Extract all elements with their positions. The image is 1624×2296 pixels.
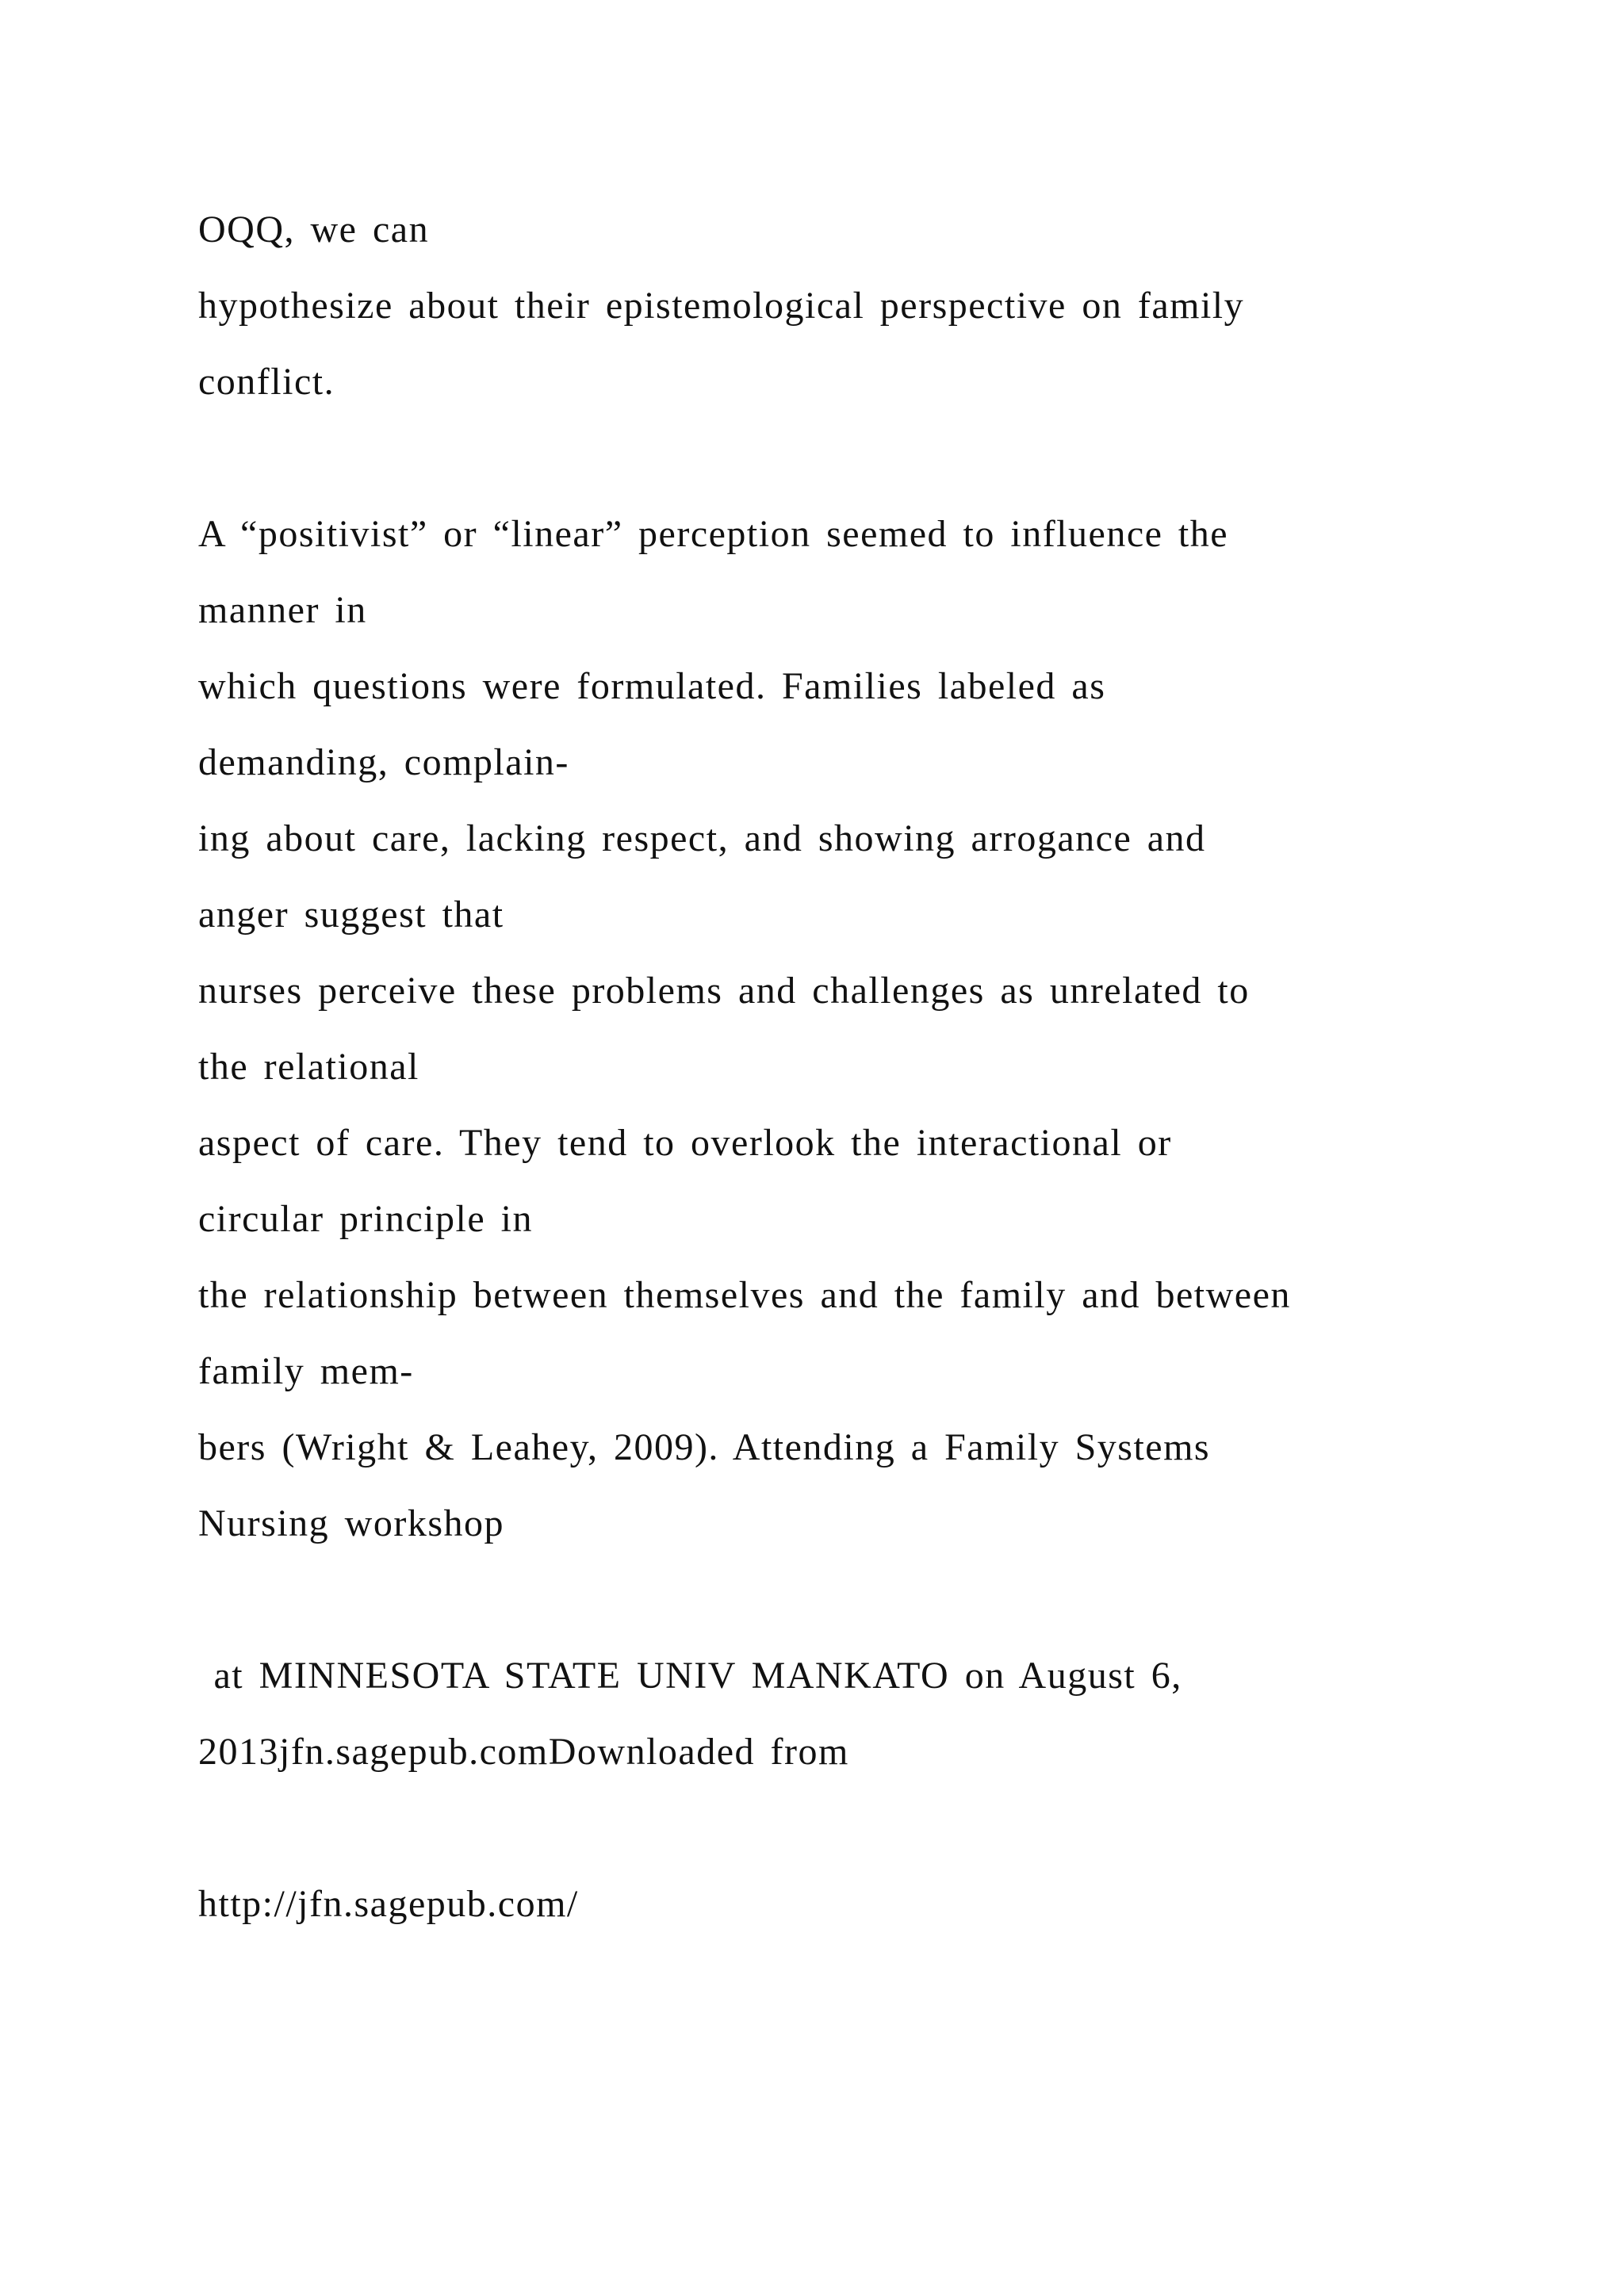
- text-line: conflict.: [198, 361, 335, 403]
- text-line: hypothesize about their epistemological perspective on family: [198, 285, 1245, 327]
- text-line: family mem-: [198, 1350, 414, 1392]
- text-line: the relationship between themselves and the family and between: [198, 1274, 1291, 1316]
- text-line: nurses perceive these problems and challenges as unrelated to: [198, 970, 1250, 1012]
- body-text: [198, 192, 1499, 1942]
- text-line: the relational: [198, 1046, 419, 1088]
- blank-line: [198, 1790, 1499, 1866]
- text-line: bers (Wright & Leahey, 2009). Attending a Family Systems: [198, 1426, 1211, 1468]
- text-line: Nursing workshop: [198, 1502, 504, 1544]
- text-line: manner in: [198, 589, 367, 631]
- text-line: ing about care, lacking respect, and showing arrogance and: [198, 817, 1206, 859]
- text-line: which questions were formulated. Families labeled as: [198, 665, 1106, 707]
- text-line: OQQ, we can: [198, 209, 430, 251]
- text-line: circular principle in: [198, 1198, 533, 1240]
- text-line: A “positivist” or “linear” perception seemed to influence the: [198, 513, 1229, 555]
- blank-line: [198, 420, 1499, 496]
- download-notice-line: 2013jfn.sagepub.comDownloaded from: [198, 1731, 849, 1773]
- blank-line: [198, 1562, 1499, 1638]
- text-line: aspect of care. They tend to overlook the interactional or: [198, 1122, 1172, 1164]
- text-line: anger suggest that: [198, 894, 504, 936]
- source-url[interactable]: http://jfn.sagepub.com/: [198, 1883, 579, 1925]
- download-notice-line: at MINNESOTA STATE UNIV MANKATO on August 6,: [198, 1655, 1182, 1697]
- text-line: demanding, complain-: [198, 741, 569, 783]
